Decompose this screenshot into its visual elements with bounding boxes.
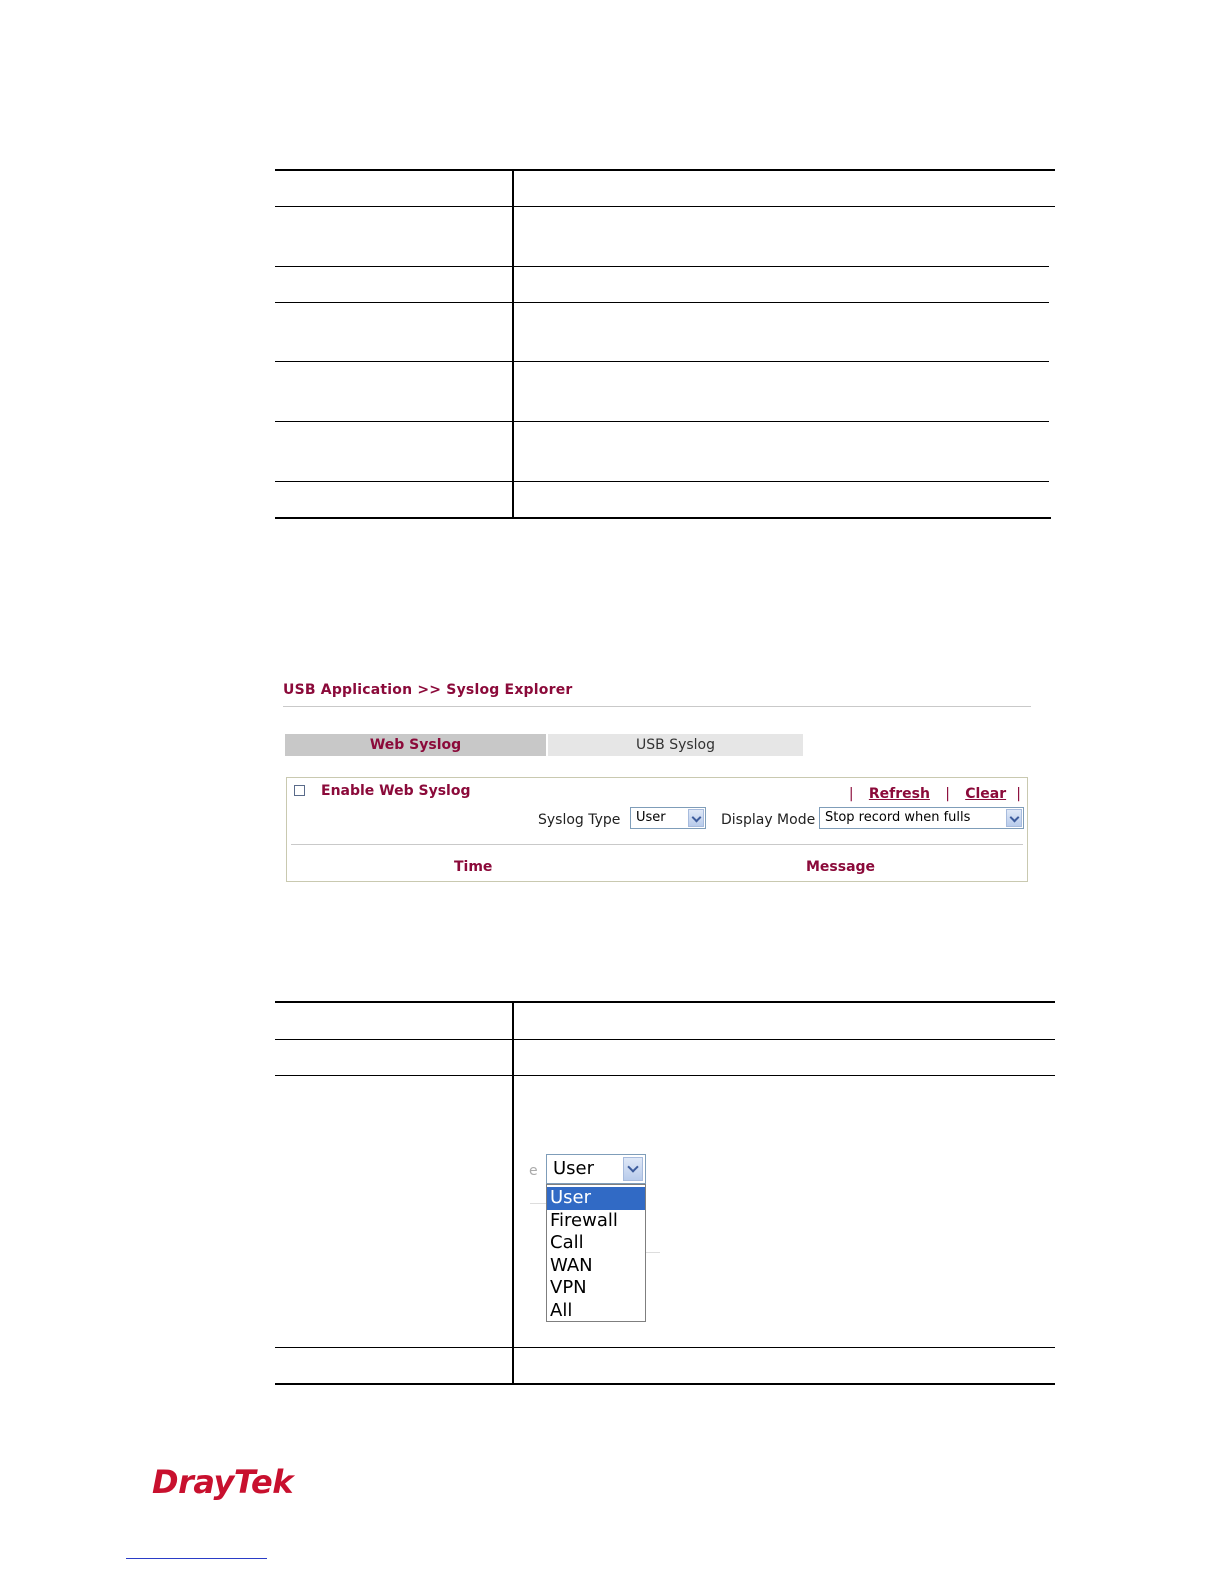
- syslog-type-value: User: [636, 810, 666, 825]
- table-1-row-rule: [275, 361, 1049, 362]
- syslog-panel: [286, 777, 1028, 882]
- chevron-down-icon[interactable]: [1006, 809, 1022, 827]
- display-mode-value: Stop record when fulls: [825, 810, 971, 825]
- table-2-column-divider: [512, 1001, 514, 1385]
- dropdown-option-user[interactable]: User: [547, 1187, 645, 1210]
- tab-usb-syslog[interactable]: USB Syslog: [548, 734, 803, 756]
- table-1-column-divider: [512, 169, 514, 519]
- enable-web-syslog-checkbox[interactable]: [294, 785, 305, 796]
- column-header-time: Time: [454, 859, 493, 875]
- table-1-row-rule: [275, 302, 1049, 303]
- panel-divider: [291, 844, 1023, 845]
- page-breadcrumb: USB Application >> Syslog Explorer: [283, 682, 573, 698]
- dropdown-selected-value: User: [553, 1158, 595, 1179]
- table-2-row-rule: [275, 1075, 1055, 1076]
- dropdown-option-call[interactable]: Call: [550, 1232, 584, 1253]
- refresh-link[interactable]: Refresh: [868, 786, 930, 802]
- breadcrumb-divider: [283, 706, 1031, 707]
- column-header-message: Message: [806, 859, 876, 875]
- link-separator: |: [945, 786, 950, 802]
- display-mode-label: Display Mode: [721, 812, 816, 828]
- link-separator: |: [848, 786, 854, 802]
- draytek-logo: DrayTek: [152, 1463, 293, 1501]
- clear-link[interactable]: Clear: [965, 786, 1007, 802]
- dropdown-options-list: [546, 1184, 646, 1322]
- table-2-header-rule: [275, 1039, 1055, 1040]
- dropdown-option-wan[interactable]: WAN: [550, 1254, 593, 1276]
- syslog-type-select[interactable]: [630, 807, 706, 829]
- cropped-gridline: [530, 1203, 546, 1204]
- link-separator: |: [1016, 786, 1021, 802]
- table-2-bottom-rule: [275, 1383, 1055, 1385]
- display-mode-select[interactable]: [819, 807, 1024, 829]
- footer-rule: [126, 1558, 267, 1559]
- action-links: [849, 783, 1021, 802]
- enable-web-syslog-label: Enable Web Syslog: [321, 783, 471, 799]
- table-2-row-rule: [275, 1347, 1055, 1348]
- tab-web-syslog[interactable]: Web Syslog: [285, 734, 546, 756]
- syslog-type-dropdown-zoomed[interactable]: [546, 1154, 646, 1184]
- cropped-gridline: [646, 1252, 660, 1253]
- table-1-top-rule: [275, 169, 1055, 171]
- cropped-label-fragment: e: [529, 1163, 538, 1179]
- dropdown-option-firewall[interactable]: Firewall: [550, 1209, 618, 1231]
- table-1-bottom-rule: [275, 517, 1051, 519]
- dropdown-option-vpn[interactable]: VPN: [550, 1277, 587, 1298]
- table-1-header-rule: [275, 206, 1055, 207]
- table-1-row-rule: [275, 421, 1049, 422]
- syslog-type-label: Syslog Type: [538, 812, 621, 828]
- chevron-down-icon[interactable]: [623, 1157, 643, 1181]
- chevron-down-icon[interactable]: [688, 809, 704, 827]
- table-2-top-rule: [275, 1001, 1055, 1003]
- dropdown-option-all[interactable]: All: [550, 1299, 573, 1321]
- table-1-row-rule: [275, 481, 1049, 482]
- table-1-row-rule: [275, 266, 1049, 267]
